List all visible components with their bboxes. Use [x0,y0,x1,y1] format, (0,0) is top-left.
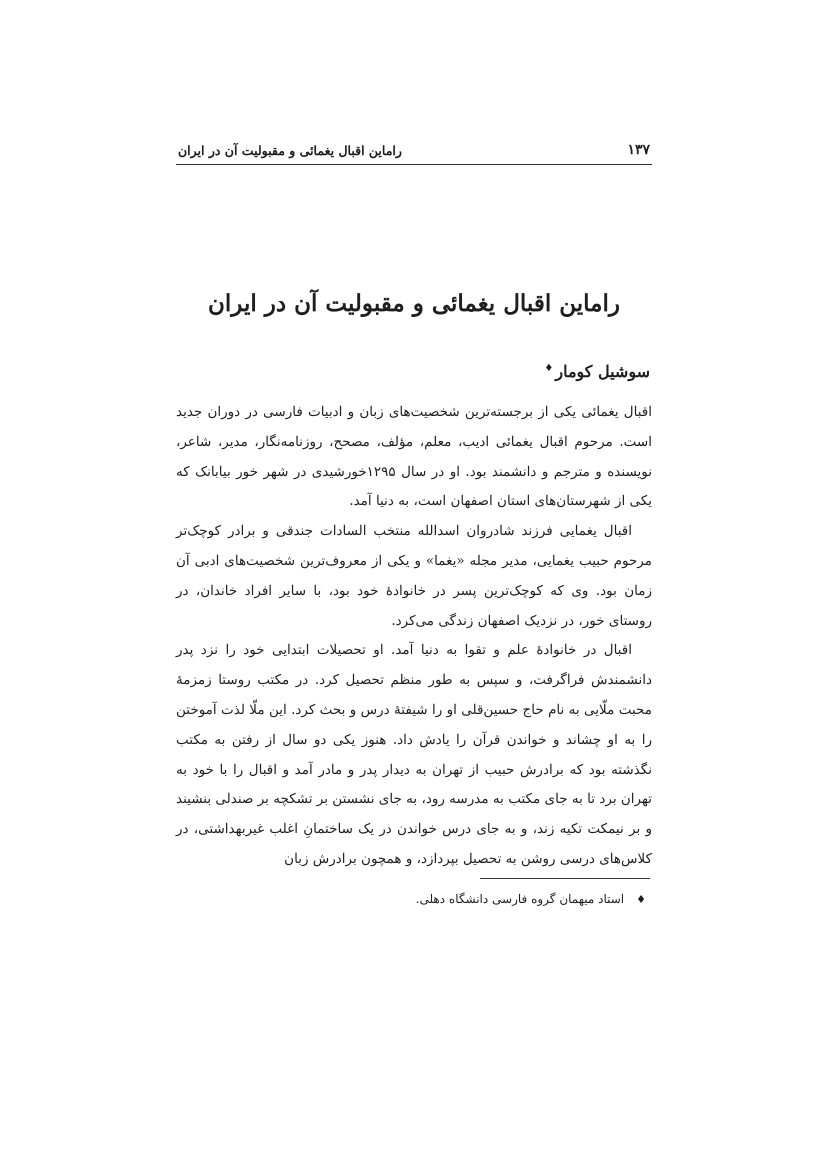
footnote-text: استاد میهمان گروه فارسی دانشگاه دهلی. [415,892,625,906]
diamond-icon: ♦ [636,893,646,906]
footnote-marker: ♦ [544,362,554,374]
paragraph: اقبال یغمایی فرزند شادروان اسدالله منتخب السادات جندقی و برادر کوچک‌تر مرحوم حبیب یغمایی، مدیر مجله «یغما» و یکی از معروف‌ترین شخصیت‌های ادبی آن زمان بود. وی که کوچک‌ترین پسر در خانوادۀ خود بود، با سایر افراد خاندان، در روستای خور، در نزدیک اصفهان زندگی می‌کرد. [176,523,652,629]
article-title: راماین اقبال یغمائی و مقبولیت آن در ایران [207,290,620,317]
author-name: سوشیل کومار [555,362,650,381]
paragraph: اقبال در خانوادۀ علم و تقوا به دنیا آمد. او تحصیلات ابتدایی خود را نزد پدر دانشمندش فراگرفت، و سپس به طور منظم تحصیل کرد. در مکتب روستا زمزمۀ محبت ملّایی به نام حاج حسین‌قلی او را شیفتۀ درس و بحث کرد. این ملّا لذت آموختن را به او چشاند و خواندن قرآن را یادش داد. هنوز یکی دو سال از رفتن به مکتب نگذشته بود که برادرش حبیب از تهران به دیدار پدر و مادر آمد و اقبال را با خود به تهران برد تا به جای مکتب به مدرسه رود، به جای نشستن بر تشکچه بر صندلی بنشیند و بر نیمکت تکیه زند، و به جای درس خواندن در یک ساختمانِ اغلب غیربهداشتی، در کلاس‌های درسی روشن به تحصیل بپردازد، و همچون برادرش زبان [176,642,652,867]
running-title: راماین اقبال یغمائی و مقبولیت آن در ایران [178,143,402,158]
author-line [544,362,650,381]
footnote [416,892,646,906]
body-text [176,398,652,875]
paragraph: اقبال یغمائی یکی از برجسته‌ترین شخصیت‌های زبان و ادبیات فارسی در دوران جدید است. مرحوم اقبال یغمائی ادیب، معلم، مؤلف، مصحح، روزنامه‌نگار، مدیر، شاعر، نویسنده و مترجم و دانشمند بود. او در سال ۱۲۹۵خورشیدی در شهر خور بیابانک که یکی از شهرستان‌های استان اصفهان است، به دنیا آمد. [176,404,652,510]
running-header [176,138,652,165]
footnote-divider [480,878,650,879]
page-number: ۱۳۷ [627,142,650,158]
